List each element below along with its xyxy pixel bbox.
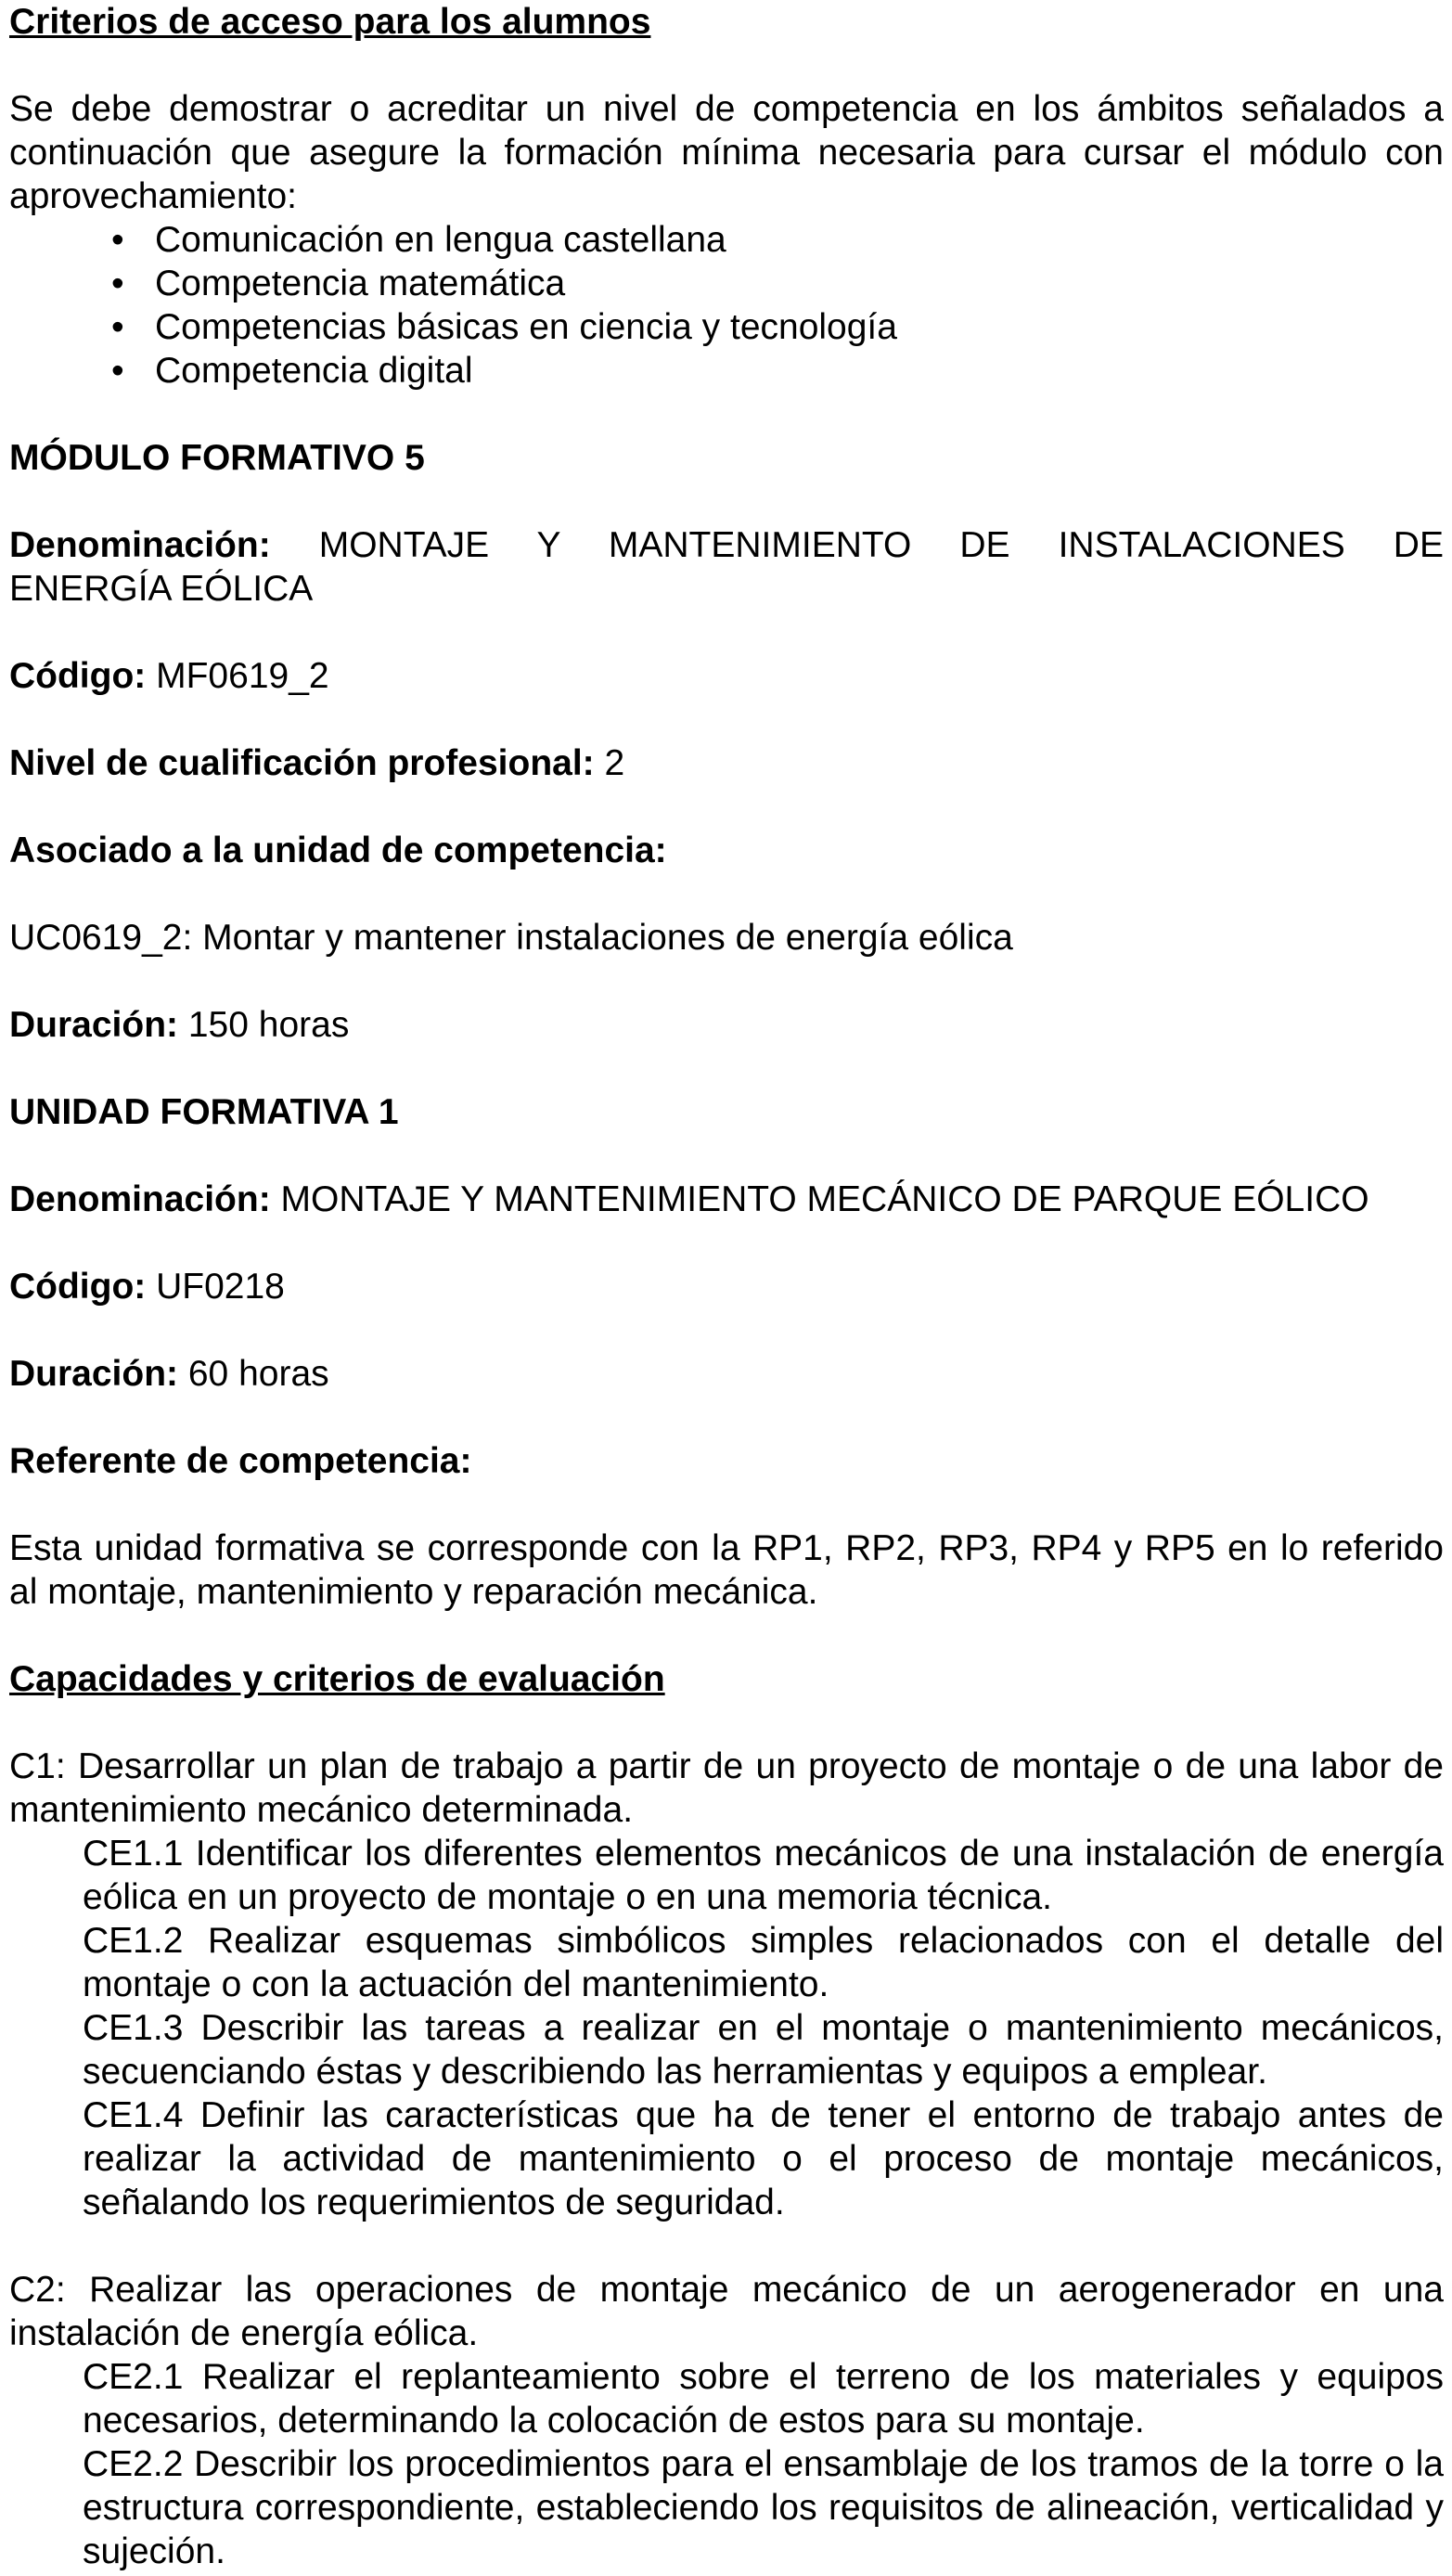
unidad-competencia: UC0619_2: Montar y mantener instalaciones de energía eólica	[9, 918, 1013, 958]
list-item	[9, 262, 1444, 305]
module-denominacion-line1	[9, 523, 1444, 567]
unit-denominacion	[9, 1178, 1444, 1221]
section-title-criterios: Criterios de acceso para los alumnos	[9, 2, 651, 42]
module-title: MÓDULO FORMATIVO 5	[9, 438, 425, 478]
referente-text: Esta unidad formativa se corresponde con la RP1, RP2, RP3, RP4 y RP5 en lo referido al montaje, mantenimiento y reparación mecánica.	[9, 1528, 1444, 1612]
duracion-label: Duración:	[9, 1005, 179, 1045]
list-item-text: Comunicación en lengua castellana	[155, 220, 726, 260]
bullet-icon: •	[111, 264, 124, 303]
criterios-intro: Se debe demostrar o acreditar un nivel de competencia en los ámbitos señalados a continuación que asegure la formación mínima necesaria para cursar el módulo con aprovechamiento:	[9, 89, 1444, 216]
list-item-text: Competencia matemática	[155, 264, 566, 303]
referente-label: Referente de competencia:	[9, 1441, 472, 1481]
denominacion-value-part1: MONTAJE Y MANTENIMIENTO DE INSTALACIONES DE	[318, 525, 1444, 565]
capacidad-c1: C1: Desarrollar un plan de trabajo a partir de un proyecto de montaje o de una labor de mantenimiento mecánico determinada.	[9, 1746, 1444, 1830]
module-duracion	[9, 1003, 1444, 1047]
unit-duracion-label: Duración:	[9, 1354, 179, 1394]
criterio-ce2-2: CE2.2 Describir los procedimientos para el ensamblaje de los tramos de la torre o la estructura correspondiente, estableciendo los requisitos de alineación, verticalidad y sujeción.	[83, 2444, 1444, 2571]
asociado-label: Asociado a la unidad de competencia:	[9, 831, 667, 870]
unit-denominacion-label: Denominación:	[9, 1179, 271, 1219]
nivel-label: Nivel de cualificación profesional:	[9, 743, 595, 783]
list-item-text: Competencia digital	[155, 351, 473, 391]
nivel-value: 2	[604, 743, 625, 783]
denominacion-label: Denominación:	[9, 525, 271, 565]
denominacion-value-part2: ENERGÍA EÓLICA	[9, 569, 314, 609]
document-page	[9, 0, 1444, 2573]
unit-duracion-value: 60 horas	[187, 1354, 329, 1394]
module-codigo	[9, 654, 1444, 698]
criterio-ce1-3: CE1.3 Describir las tareas a realizar en el montaje o mantenimiento mecánicos, secuenciando éstas y describiendo las herramientas y equipos a emplear.	[83, 2008, 1444, 2092]
criterios-list	[9, 218, 1444, 393]
criterio-ce1-1: CE1.1 Identificar los diferentes elementos mecánicos de una instalación de energía eólica en un proyecto de montaje o en una memoria técnica.	[83, 1834, 1444, 1917]
unit-title: UNIDAD FORMATIVA 1	[9, 1092, 399, 1132]
unit-codigo-value: UF0218	[156, 1267, 285, 1307]
bullet-icon: •	[111, 351, 124, 391]
list-item	[9, 218, 1444, 262]
duracion-value: 150 horas	[187, 1005, 350, 1045]
criterio-ce1-4: CE1.4 Definir las características que ha de tener el entorno de trabajo antes de realizar la actividad de mantenimiento o el proceso de montaje mecánicos, señalando los requerimientos de seguridad.	[83, 2095, 1444, 2222]
criterio-ce1-2: CE1.2 Realizar esquemas simbólicos simples relacionados con el detalle del montaje o con la actuación del mantenimiento.	[83, 1921, 1444, 2004]
module-denominacion	[9, 523, 1444, 611]
bullet-icon: •	[111, 307, 124, 347]
module-nivel	[9, 741, 1444, 785]
codigo-value: MF0619_2	[156, 656, 329, 696]
bullet-icon: •	[111, 220, 124, 260]
criterio-ce2-1: CE2.1 Realizar el replanteamiento sobre el terreno de los materiales y equipos necesarios, determinando la colocación de estos para su montaje.	[83, 2357, 1444, 2441]
unit-duracion	[9, 1352, 1444, 1396]
codigo-label: Código:	[9, 656, 147, 696]
unit-codigo	[9, 1265, 1444, 1308]
unit-codigo-label: Código:	[9, 1267, 147, 1307]
list-item	[9, 349, 1444, 393]
unit-denominacion-value: MONTAJE Y MANTENIMIENTO MECÁNICO DE PARQUE EÓLICO	[280, 1179, 1369, 1219]
section-title-capacidades: Capacidades y criterios de evaluación	[9, 1659, 665, 1699]
list-item	[9, 305, 1444, 349]
capacidad-c2: C2: Realizar las operaciones de montaje mecánico de un aerogenerador en una instalación de energía eólica.	[9, 2270, 1444, 2353]
list-item-text: Competencias básicas en ciencia y tecnología	[155, 307, 897, 347]
